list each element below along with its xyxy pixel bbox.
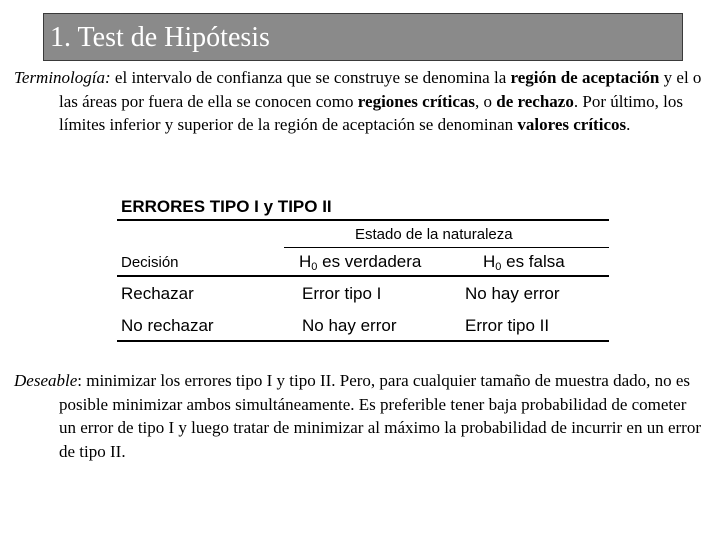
group-header: Estado de la naturaleza xyxy=(355,226,513,243)
terminology-label: Terminología: xyxy=(14,68,111,87)
h0-false-text: es falsa xyxy=(501,252,565,271)
column-header-h0-true xyxy=(299,252,421,273)
table-top-rule xyxy=(117,219,609,221)
table-title: ERRORES TIPO I y TIPO II xyxy=(121,197,332,216)
term-acceptance-region: región de aceptación xyxy=(510,68,660,87)
term-critical-values: valores críticos xyxy=(517,115,627,134)
terminology-text-4: . Por último, los límites inferior y superior de la región de aceptación se denominan xyxy=(59,91,683,134)
terminology-text-1: el intervalo de confianza que se construye se denomina la xyxy=(110,68,511,87)
table-cell-if-true: No hay error xyxy=(302,316,397,335)
terminology-text-3: , o xyxy=(475,91,497,111)
terminology-paragraph xyxy=(14,66,706,137)
h0-true-text: es verdadera xyxy=(317,252,422,271)
group-header-rule xyxy=(284,247,609,248)
h0-subscript: 0 xyxy=(495,261,502,273)
terminology-text-5: . xyxy=(626,115,631,134)
table-cell-decision: Rechazar xyxy=(121,284,194,303)
h0-symbol: H xyxy=(483,252,496,271)
table-cell-if-true: Error tipo I xyxy=(302,284,382,303)
desirable-label: Deseable xyxy=(14,371,78,390)
term-rejection: de rechazo xyxy=(496,91,574,111)
terminology-text-2: y el o las áreas por fuera de ella se conocen como xyxy=(59,68,702,111)
table-cell-if-false: Error tipo II xyxy=(465,316,550,335)
table-bottom-rule xyxy=(117,340,609,342)
slide-title: 1. Test de Hipótesis xyxy=(50,22,270,53)
column-header-h0-false xyxy=(483,252,565,273)
h0-subscript: 0 xyxy=(311,261,318,273)
table-cell-if-false: No hay error xyxy=(465,284,560,303)
desirable-paragraph xyxy=(14,369,706,463)
title-bar xyxy=(43,13,683,61)
desirable-text: : minimizar los errores tipo I y tipo II. Pero, para cualquier tamaño de muestra dado, no es posible minimizar ambos simultáneamente. Es preferible tener baja probabilidad de cometer un error de tipo I y luego tratar de minimizar al máximo la probabilidad de incurrir en un error de tipo II. xyxy=(59,371,701,461)
table-header-rule xyxy=(117,275,609,277)
h0-symbol: H xyxy=(299,252,312,271)
column-header-decision: Decisión xyxy=(121,254,179,271)
table-cell-decision: No rechazar xyxy=(121,316,214,335)
term-critical-regions: regiones críticas xyxy=(357,91,476,111)
